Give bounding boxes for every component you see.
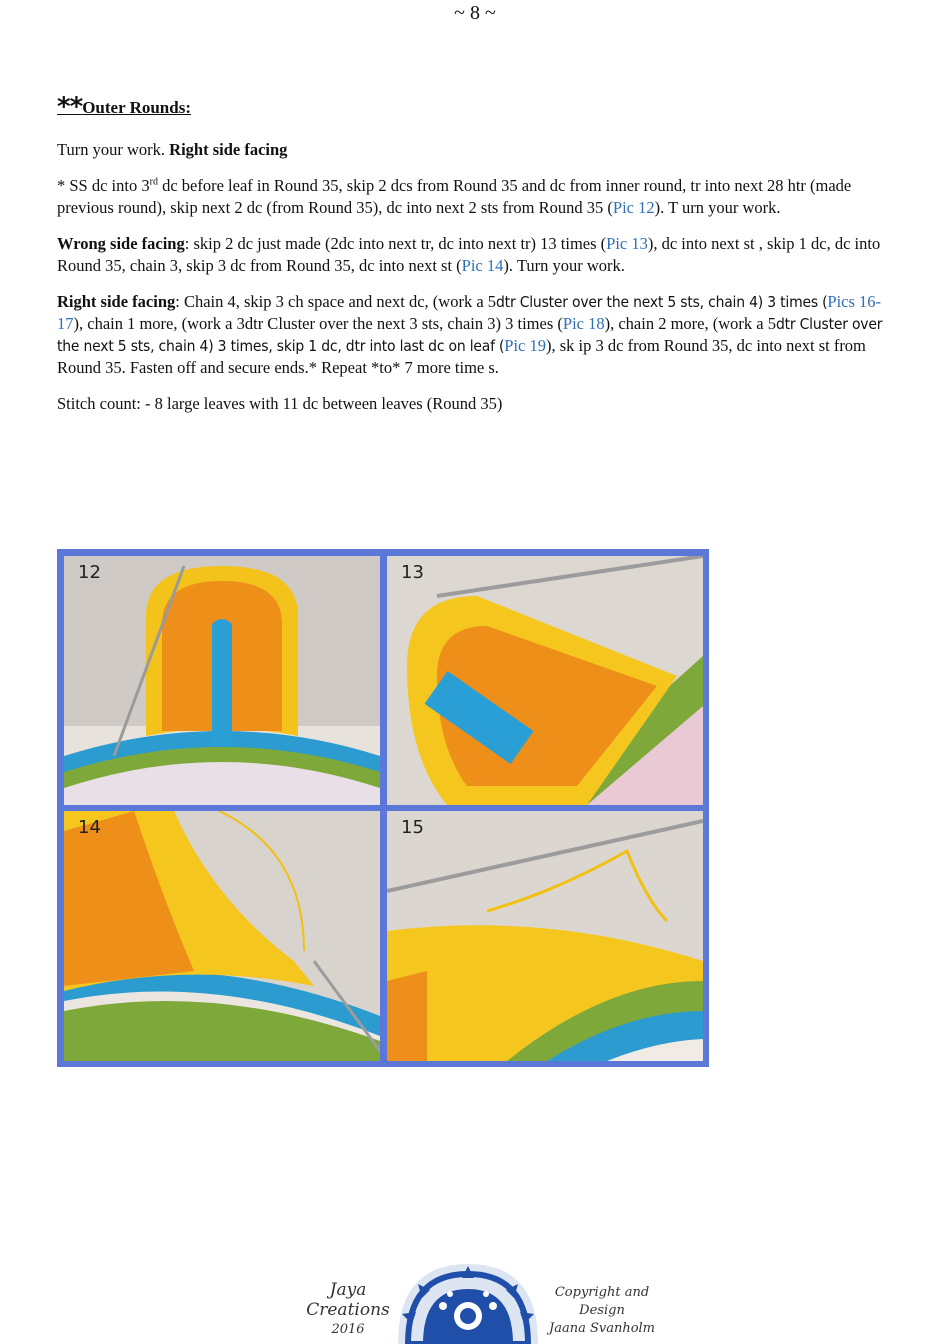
page-number: ~ 8 ~	[454, 2, 496, 24]
p1-text: Turn your work.	[57, 140, 170, 159]
p2-text-1: * SS dc into 3	[57, 176, 150, 195]
heading-text: Outer Rounds:	[82, 98, 191, 117]
brand-name: Jaya Creations	[306, 1280, 390, 1320]
paragraph-turn	[57, 139, 895, 161]
photo-13-label: 13	[401, 562, 424, 583]
photo-15	[387, 811, 703, 1061]
photo-12-label: 12	[78, 562, 101, 583]
p2-sup: rd	[149, 176, 158, 188]
paragraph-wrong-side	[57, 233, 895, 277]
p3-text-2: ), dc into next st , skip 1 dc, dc into Round 35, chain 3, skip 3 dc from Round 35, dc into next st (	[57, 234, 881, 275]
p4-sans-2: dtr Cluster over the next 5 sts, chain 4) 3 times, skip 1 dc, dtr into last dc on leaf (	[57, 315, 883, 355]
paragraph-right-side	[57, 291, 895, 379]
mandala-logo-icon	[398, 1264, 538, 1344]
p2-text-2: dc before leaf in Round 35, skip 2 dcs from Round 35 and dc from inner round, tr into next 28 htr (made previous round), skip next 2 dc (from Round 35), dc into next 2 sts from Round 35 (	[57, 176, 852, 217]
photo-13	[387, 556, 703, 805]
paragraph-round-instructions	[57, 175, 895, 219]
p3-text-1: : skip 2 dc just made (2dc into next tr, dc into next tr) 13 times (	[184, 234, 607, 253]
pic-14-link[interactable]: Pic 14	[461, 256, 504, 275]
designer-name: Jaana Svanholm	[548, 1321, 656, 1336]
pics-16-17-link[interactable]: Pics 16-17	[57, 292, 882, 333]
photo-12	[64, 556, 380, 805]
photo-12-illustration	[64, 556, 380, 805]
heading-stars: **	[57, 92, 83, 122]
pic-18-link[interactable]: Pic 18	[562, 314, 605, 333]
p1-bold: Right side facing	[169, 140, 288, 159]
p4-bold: Right side facing	[57, 292, 176, 311]
p4-sans-1: dtr Cluster over the next 5 sts, chain 4) 3 times (	[496, 293, 828, 311]
footer-copyright	[532, 1284, 672, 1338]
section-heading	[57, 92, 895, 122]
pic-13-link[interactable]: Pic 13	[606, 234, 648, 253]
p3-text-3: ). Turn your work.	[503, 256, 625, 275]
p3-bold: Wrong side facing	[57, 234, 185, 253]
paragraph-stitch-count: Stitch count: - 8 large leaves with 11 dc between leaves (Round 35)	[57, 394, 503, 413]
p4-text-3: ), chain 2 more, (work a 5	[604, 314, 776, 333]
pic-12-link[interactable]: Pic 12	[612, 198, 655, 217]
p4-text-4: ), sk ip 3 dc from Round 35, dc into next st from Round 35. Fasten off and secure ends.* Repeat *to* 7 more time s.	[57, 336, 866, 377]
photo-13-illustration	[387, 556, 703, 805]
copyright-line: Copyright and Design	[554, 1285, 650, 1318]
p2-text-3: ). T urn your work.	[654, 198, 781, 217]
photo-14-illustration	[64, 811, 380, 1061]
p4-text-2: ), chain 1 more, (work a 3dtr Cluster over the next 3 sts, chain 3) 3 times (	[73, 314, 563, 333]
photo-14-label: 14	[78, 817, 101, 838]
photo-14	[64, 811, 380, 1061]
pic-19-link[interactable]: Pic 19	[504, 336, 547, 355]
brand-year: 2016	[331, 1322, 365, 1337]
footer	[0, 1262, 950, 1344]
p4-text-1: : Chain 4, skip 3 ch space and next dc, (work a 5	[175, 292, 497, 311]
footer-brand	[288, 1280, 408, 1340]
pattern-text	[57, 92, 895, 429]
photo-15-label: 15	[401, 817, 424, 838]
photo-15-illustration	[387, 811, 703, 1061]
photo-grid	[57, 549, 709, 1067]
